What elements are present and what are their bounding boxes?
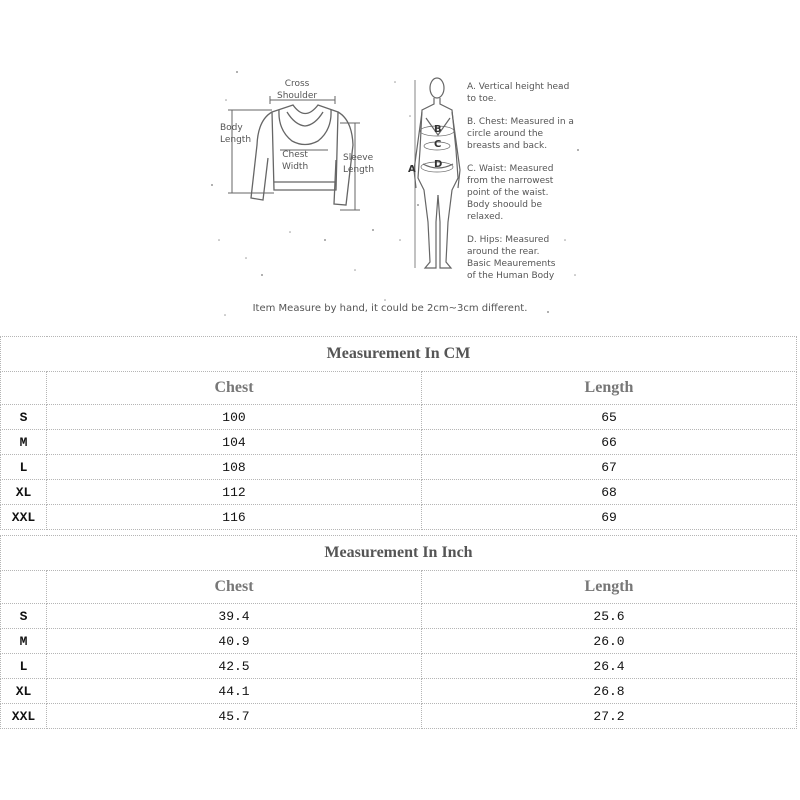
table-title: Measurement In Inch [1, 536, 797, 571]
body-letter-b: B [434, 124, 442, 135]
table-row [1, 679, 797, 704]
body-note-b: B. Chest: Measured in a circle around the breasts and back. [467, 117, 574, 151]
chest-width-label: Chest Width [282, 150, 309, 172]
body-note-d: D. Hips: Measured around the rear. Basic Meaurements of the Human Body [467, 235, 556, 281]
size-cell: XL [1, 679, 47, 704]
chest-cell: 42.5 [47, 654, 422, 679]
size-cell: XXL [1, 505, 47, 530]
size-cell: XXL [1, 704, 47, 729]
table-title-row [1, 337, 797, 372]
length-cell: 68 [422, 480, 797, 505]
length-cell: 26.0 [422, 629, 797, 654]
length-cell: 66 [422, 430, 797, 455]
chest-header: Chest [47, 372, 422, 405]
table-row [1, 480, 797, 505]
length-header: Length [422, 372, 797, 405]
chest-cell: 39.4 [47, 604, 422, 629]
table-row [1, 430, 797, 455]
column-header-row [1, 372, 797, 405]
body-note-a: A. Vertical height head to toe. [467, 82, 570, 104]
length-cell: 26.8 [422, 679, 797, 704]
table-row [1, 629, 797, 654]
measure-note: Item Measure by hand, it could be 2cm~3cm different. [252, 303, 528, 314]
chest-cell: 108 [47, 455, 422, 480]
chest-cell: 104 [47, 430, 422, 455]
length-cell: 26.4 [422, 654, 797, 679]
table-row [1, 654, 797, 679]
chest-cell: 100 [47, 405, 422, 430]
size-header-cell [1, 372, 47, 405]
size-cell: L [1, 654, 47, 679]
body-letter-c: C [434, 139, 442, 150]
body-letter-d: D [434, 159, 443, 170]
size-cell: XL [1, 480, 47, 505]
table-title-row [1, 536, 797, 571]
chest-cell: 112 [47, 480, 422, 505]
size-cell: L [1, 455, 47, 480]
garment-and-body-illustration [0, 0, 800, 330]
chest-cell: 45.7 [47, 704, 422, 729]
size-header-cell [1, 571, 47, 604]
chest-cell: 40.9 [47, 629, 422, 654]
length-cell: 67 [422, 455, 797, 480]
body-letter-a: A [408, 164, 416, 175]
table-row [1, 505, 797, 530]
size-cell: M [1, 629, 47, 654]
size-cell: S [1, 405, 47, 430]
sleeve-length-label: Sleeve Length [343, 153, 375, 175]
chest-header: Chest [47, 571, 422, 604]
length-cell: 65 [422, 405, 797, 430]
length-cell: 27.2 [422, 704, 797, 729]
size-cell: M [1, 430, 47, 455]
chest-cell: 44.1 [47, 679, 422, 704]
table-row [1, 604, 797, 629]
size-cell: S [1, 604, 47, 629]
table-row [1, 405, 797, 430]
length-cell: 25.6 [422, 604, 797, 629]
measurement-diagram [0, 0, 800, 330]
table-row [1, 455, 797, 480]
table-title: Measurement In CM [1, 337, 797, 372]
column-header-row [1, 571, 797, 604]
chest-cell: 116 [47, 505, 422, 530]
length-cell: 69 [422, 505, 797, 530]
body-length-label: Body Length [220, 123, 252, 145]
body-note-c: C. Waist: Measured from the narrowest point of the waist. Body shoould be relaxed. [467, 164, 554, 222]
cross-shoulder-label: Cross Shoulder [277, 79, 318, 101]
length-header: Length [422, 571, 797, 604]
table-row [1, 704, 797, 729]
cm-size-table [0, 336, 797, 530]
inch-size-table [0, 535, 797, 729]
body-outline [414, 78, 460, 268]
